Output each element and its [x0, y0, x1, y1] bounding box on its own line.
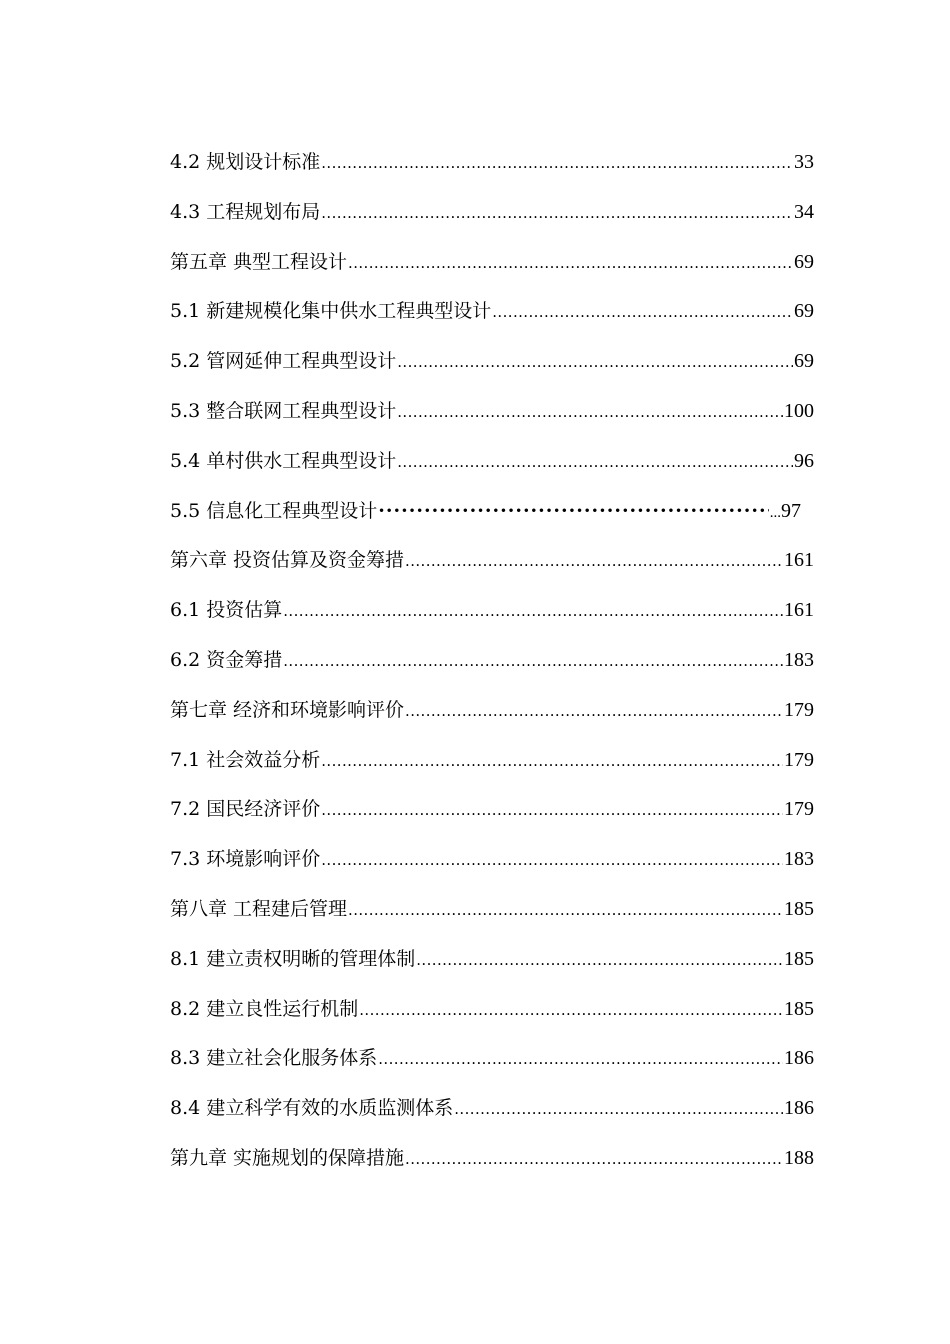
- dot-leader: [321, 744, 783, 778]
- dot-leader: [321, 146, 793, 180]
- toc-entry-page: 69: [794, 350, 814, 373]
- toc-entry-chapter-8[interactable]: [170, 892, 814, 942]
- toc-entry-title: 4.3 工程规划布局: [170, 200, 321, 223]
- toc-entry-page: 161: [784, 599, 814, 622]
- toc-entry-title: 7.3 环境影响评价: [170, 848, 321, 871]
- toc-entry-page: 185: [784, 997, 814, 1020]
- toc-entry-8-1[interactable]: [170, 942, 814, 992]
- toc-entry-5-3[interactable]: [170, 394, 814, 444]
- dot-leader: [492, 295, 793, 329]
- toc-entry-page: 179: [784, 748, 814, 771]
- dot-leader: [321, 793, 783, 827]
- toc-entry-page: 69: [794, 250, 814, 273]
- toc-entry-page: 185: [784, 947, 814, 970]
- toc-entry-title: 第六章 投资估算及资金筹措: [170, 549, 405, 572]
- toc-entry-5-4[interactable]: [170, 444, 814, 494]
- toc-entry-page: 183: [784, 848, 814, 871]
- toc-entry-title: 第九章 实施规划的保障措施: [170, 1146, 405, 1169]
- toc-entry-title: 4.2 规划设计标准: [170, 151, 321, 173]
- dot-leader: [397, 445, 793, 479]
- toc-entry-4-3[interactable]: [170, 195, 814, 245]
- toc-entry-title: 第七章 经济和环境影响评价: [170, 698, 405, 721]
- toc-entry-title: 5.5 信息化工程典型设计: [170, 499, 378, 522]
- dot-leader: [416, 943, 783, 977]
- toc-entry-page: 179: [784, 798, 814, 821]
- dot-leader: [405, 544, 783, 578]
- toc-entry-title: 8.4 建立科学有效的水质监测体系: [170, 1097, 454, 1120]
- toc-entry-page: 34: [794, 200, 814, 223]
- toc-entry-page: 188: [784, 1146, 814, 1169]
- toc-entry-page: 161: [784, 549, 814, 572]
- toc-entry-title: 7.1 社会效益分析: [170, 748, 321, 771]
- dot-leader: [321, 196, 793, 230]
- toc-entry-8-2[interactable]: [170, 992, 814, 1042]
- toc-entry-title: 5.2 管网延伸工程典型设计: [170, 350, 397, 373]
- toc-entry-page: 179: [784, 698, 814, 721]
- dot-leader: [348, 893, 783, 927]
- toc-entry-title: 5.1 新建规模化集中供水工程典型设计: [170, 300, 492, 323]
- toc-entry-8-3[interactable]: [170, 1041, 814, 1091]
- toc-entry-page: 69: [794, 300, 814, 323]
- dot-leader: [359, 993, 783, 1027]
- toc-entry-4-2[interactable]: [170, 145, 814, 195]
- toc-entry-chapter-5[interactable]: [170, 245, 814, 295]
- dot-leader: [405, 1142, 783, 1176]
- toc-entry-title: 第八章 工程建后管理: [170, 897, 348, 920]
- toc-entry-title: 8.2 建立良性运行机制: [170, 997, 359, 1020]
- toc-entry-chapter-9[interactable]: [170, 1141, 814, 1191]
- dot-leader: [348, 246, 793, 280]
- toc-entry-6-1[interactable]: [170, 593, 814, 643]
- toc-entry-chapter-7[interactable]: [170, 693, 814, 743]
- toc-entry-page: 33: [794, 151, 814, 173]
- toc-entry-page: ... 97: [770, 494, 801, 530]
- toc-entry-chapter-6[interactable]: [170, 543, 814, 593]
- toc-entry-page: 186: [784, 1047, 814, 1070]
- toc-entry-page: 185: [784, 897, 814, 920]
- dot-leader: [397, 395, 783, 429]
- dot-leader: [454, 1092, 783, 1126]
- toc-entry-page: 100: [784, 399, 814, 422]
- toc-entry-5-5[interactable]: [170, 494, 801, 544]
- toc-entry-title: 7.2 国民经济评价: [170, 798, 321, 821]
- toc-entry-page: 186: [784, 1097, 814, 1120]
- toc-entry-5-2[interactable]: [170, 344, 814, 394]
- dot-leader: [283, 644, 783, 678]
- dot-leader: [378, 494, 768, 528]
- toc-entry-page: 96: [794, 449, 814, 472]
- toc-entry-5-1[interactable]: [170, 294, 814, 344]
- toc-entry-7-2[interactable]: [170, 792, 814, 842]
- dot-leader: [405, 694, 783, 728]
- dot-leader: [397, 345, 793, 379]
- table-of-contents: [170, 145, 814, 1191]
- toc-entry-title: 6.1 投资估算: [170, 599, 283, 622]
- toc-entry-title: 8.3 建立社会化服务体系: [170, 1047, 378, 1070]
- dot-leader: [283, 594, 783, 628]
- toc-entry-title: 6.2 资金筹措: [170, 648, 283, 671]
- toc-entry-6-2[interactable]: [170, 643, 814, 693]
- toc-entry-title: 5.3 整合联网工程典型设计: [170, 399, 397, 422]
- toc-entry-title: 8.1 建立责权明晰的管理体制: [170, 947, 416, 970]
- toc-entry-title: 5.4 单村供水工程典型设计: [170, 449, 397, 472]
- dot-leader: [378, 1042, 783, 1076]
- toc-entry-title: 第五章 典型工程设计: [170, 250, 348, 273]
- dot-leader: [321, 843, 783, 877]
- toc-entry-7-1[interactable]: [170, 743, 814, 793]
- toc-entry-page: 183: [784, 648, 814, 671]
- toc-entry-8-4[interactable]: [170, 1091, 814, 1141]
- toc-entry-7-3[interactable]: [170, 842, 814, 892]
